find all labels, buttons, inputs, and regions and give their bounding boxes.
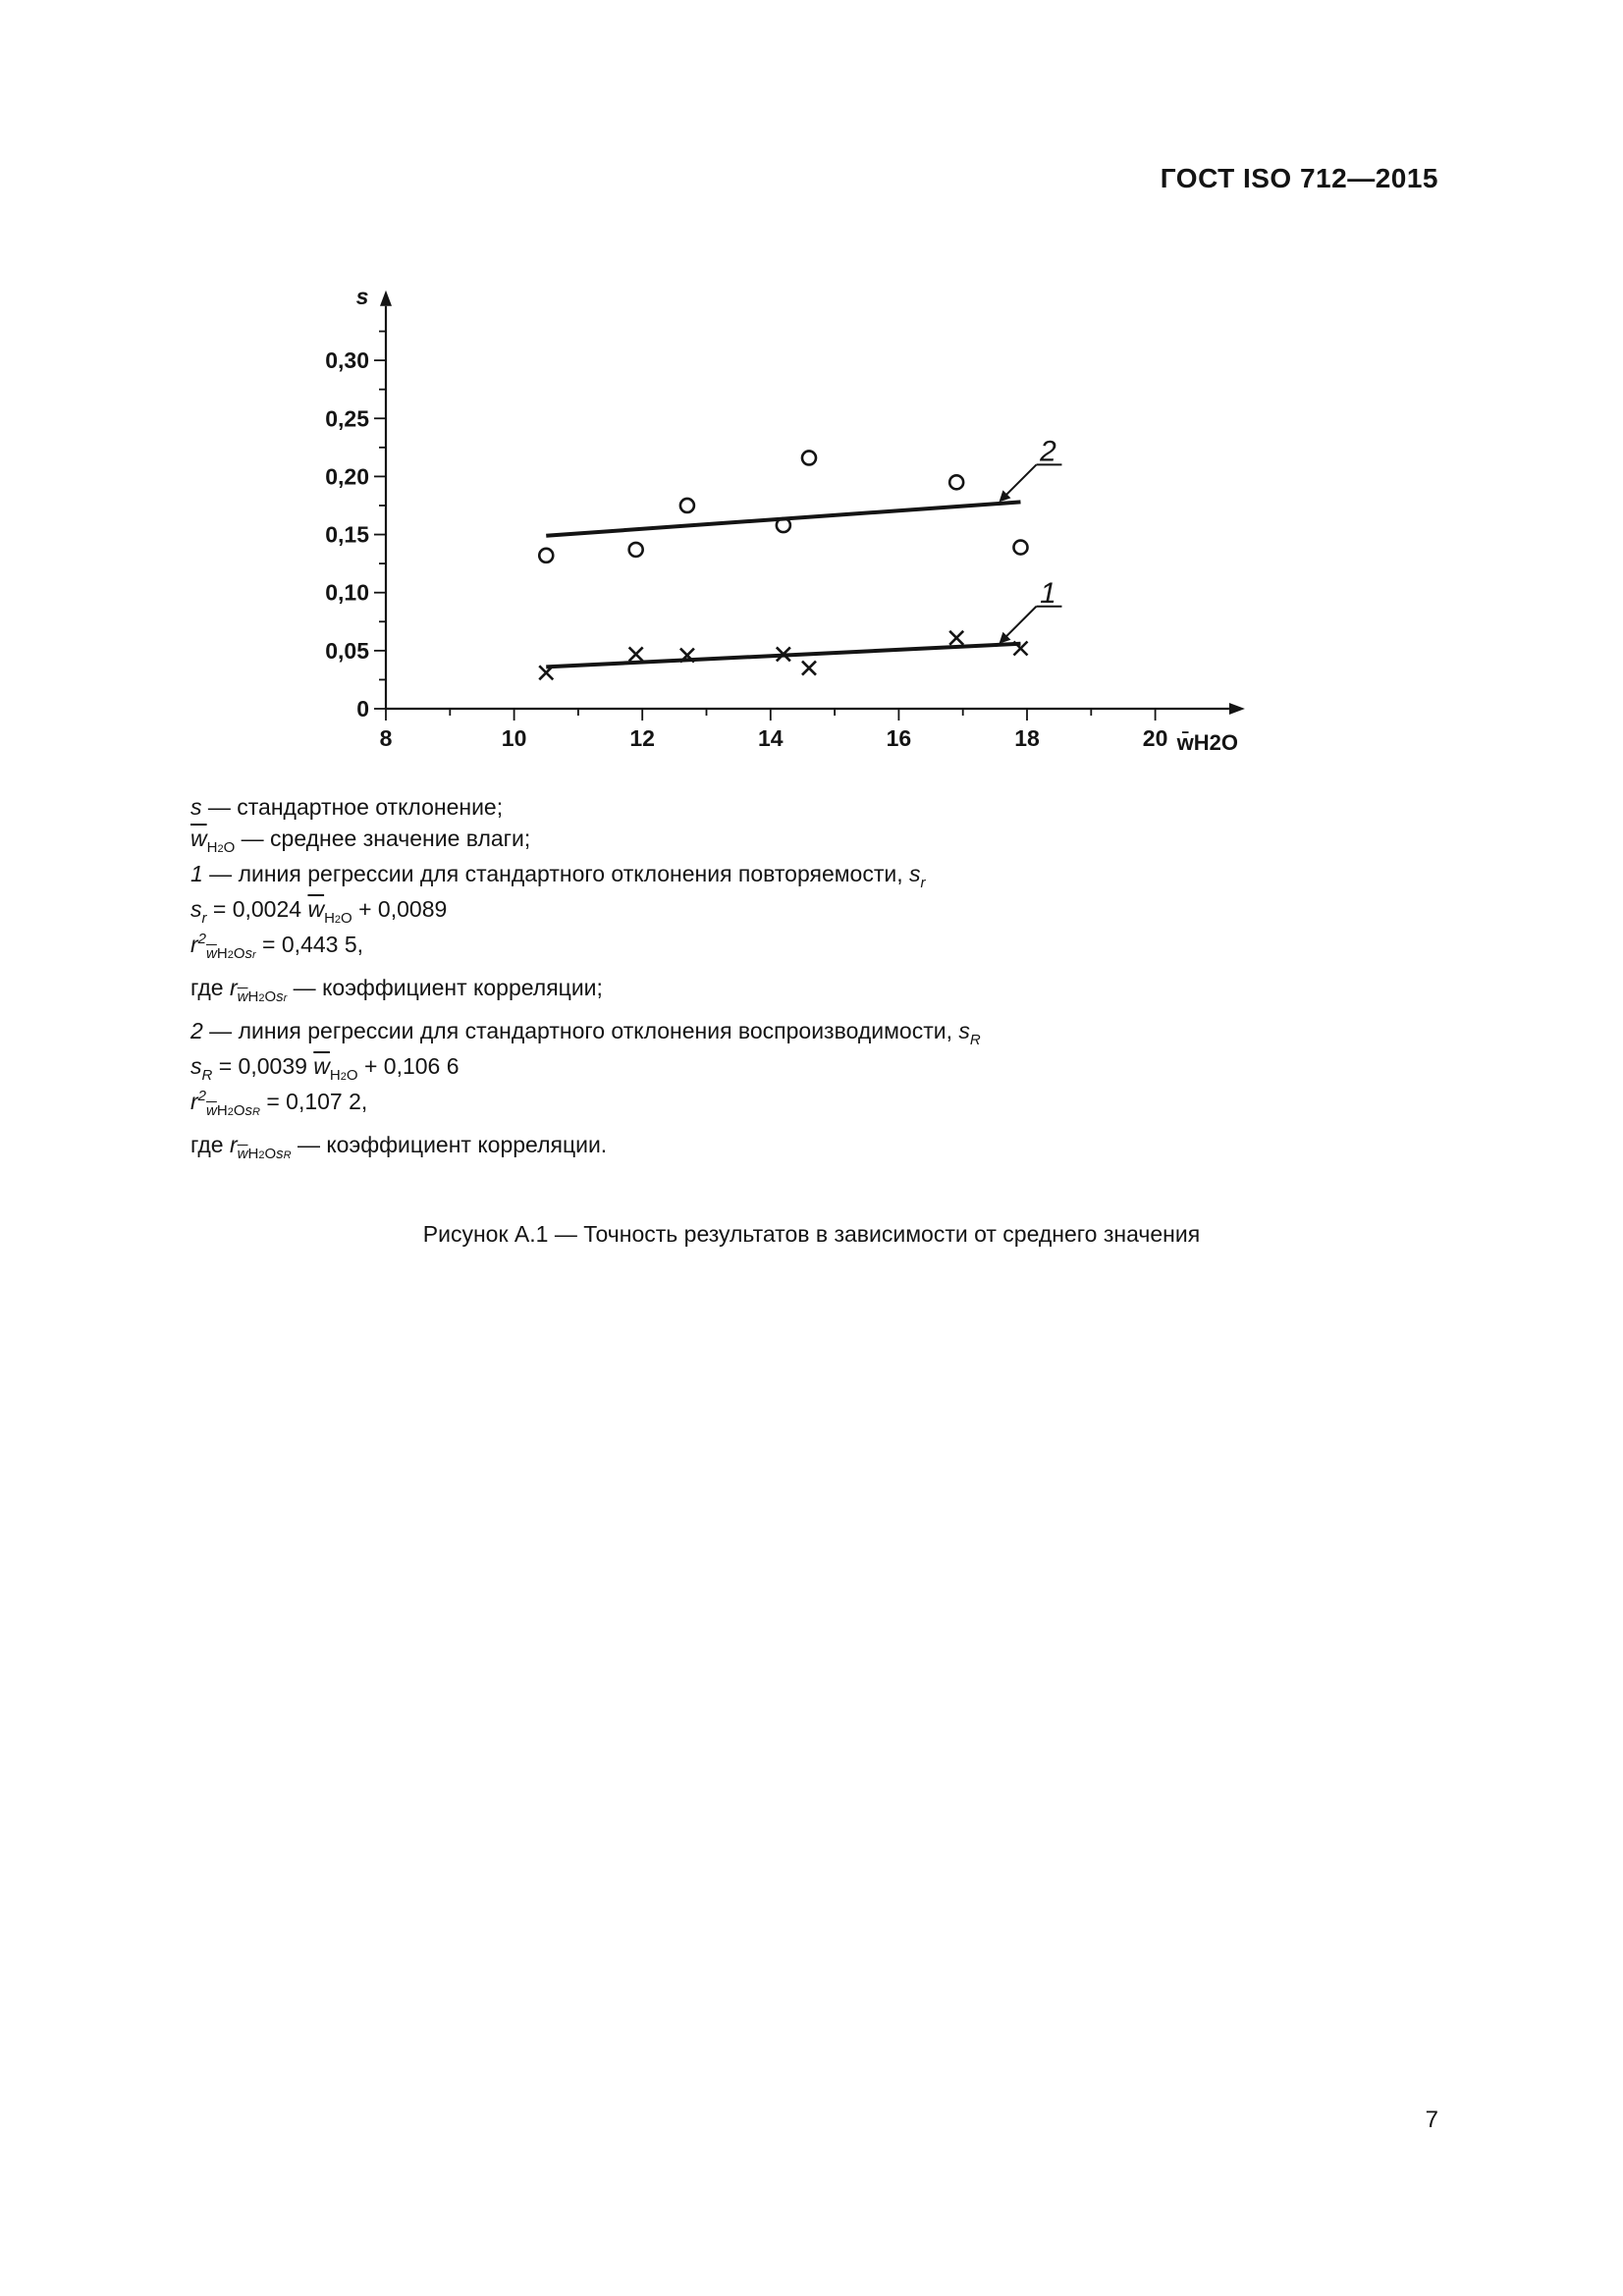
y-tick-label: 0,20 [325,463,369,490]
y-tick-label: 0,30 [325,347,369,374]
legend-line-1 [190,858,1271,893]
x-tick-label: 20 [1142,725,1168,751]
line-1-number: 1 [190,861,203,887]
corr-2-text: — коэффициент корреляции. [291,1132,608,1158]
cross-point [629,647,643,661]
w-description: — среднее значение влаги; [235,826,531,852]
x-tick-label: 10 [501,725,527,751]
circle-point [539,549,553,562]
r1-w-sub-2: 2 [227,949,234,962]
x-tick-label: 18 [1014,725,1040,751]
r2-value: = 0,107 2, [259,1089,368,1115]
r2-s-sub: R [252,1106,260,1119]
where-1: где [190,975,230,1001]
circle-point [680,499,694,512]
eq1-w-sub-o: O [341,910,352,928]
w-sub-o: O [223,839,236,857]
where-2: где [190,1132,230,1158]
line-2-symbol: s [958,1018,970,1044]
figure-legend [190,791,1271,1164]
eq2-w-sub-h: H [329,1067,341,1085]
eq2-w: $\overline{w}$ [313,1053,330,1080]
x-tick-label: 12 [629,725,655,751]
legend-s [190,791,1271,823]
eq2-w-sub-2: 2 [340,1071,347,1084]
r2-s: s [244,1102,252,1120]
circle-point [802,451,816,464]
eq1-mid: = 0,0024 [206,896,308,923]
cross-point [1013,641,1027,655]
c1-s-sub: r [283,992,288,1005]
circle-point [1013,541,1027,555]
leader-line-1 [1002,607,1036,640]
x-axis-label: w̄H2O [1176,730,1238,755]
y-tick-label: 0,25 [325,405,369,432]
c1-w-sub-o: O [264,988,277,1006]
s-symbol: s [190,794,202,820]
y-axis-label: s [355,285,369,309]
r1-value: = 0,443 5, [255,932,364,958]
eq2-tail: + 0,106 6 [357,1053,460,1080]
r2-sup: 2 [197,1088,207,1105]
r1-w: $\overline{w}$ [206,945,217,963]
series-label-1: 1 [1040,576,1056,610]
eq1-w-sub-h: H [324,910,335,928]
r1-s-sub: r [252,949,256,962]
x-tick-label: 8 [379,725,393,751]
x-tick-label: 16 [886,725,912,751]
r2-w-sub-h: H [216,1102,228,1120]
eq2-w-sub-o: O [346,1067,358,1085]
cross-point [949,631,963,645]
r2-w-sub-o: O [233,1102,245,1120]
circle-point [949,475,963,489]
y-tick-label: 0,10 [325,579,369,606]
x-tick-label: 14 [758,725,784,751]
legend-line-2 [190,1015,1271,1050]
r1-w-sub-h: H [216,945,228,963]
c2-w-sub-h: H [247,1146,259,1163]
leader-line-2 [1002,464,1036,498]
x-axis-arrow [1229,703,1245,715]
corr-1: где $r_{\overline{w}H2Osr}$ — коэффициент корреляции; [190,975,603,1006]
y-tick-label: 0 [356,696,369,721]
equation-1 [190,893,1271,929]
s-description: — стандартное отклонение; [201,794,504,820]
line-1-description: — линия регрессии для стандартного отклонения повторяемости, [202,861,909,887]
chart-ticks [325,332,1167,751]
r-squared-1: $r^2_{\overline{w}H2Osr} = 0,443$ 5, [190,931,364,963]
cross-point [539,666,553,679]
w-symbol: $\overline{w}$ [190,826,207,852]
c2-w-sub-o: O [264,1146,277,1163]
line-2-symbol-sub: R [969,1032,981,1049]
regression-lines [546,502,1020,667]
y-tick-label: 0,05 [325,637,369,664]
y-axis-arrow [380,291,392,306]
eq2-lhs: s [190,1053,202,1080]
equation-2 [190,1050,1271,1086]
c1-w: $\overline{w}$ [237,988,248,1006]
eq2-lhs-sub: R [201,1067,213,1085]
cross-point [802,662,816,675]
line-2-number: 2 [190,1018,203,1044]
c1-w-sub-h: H [247,988,259,1006]
figure-caption: Рисунок А.1 — Точность результатов в зависимости от среднего значения [422,1221,1201,1247]
r1-w-sub-o: O [233,945,245,963]
c2-w-sub-2: 2 [258,1149,265,1162]
line-2-description: — линия регрессии для стандартного отклонения воспроизводимости, [202,1018,959,1044]
c1-w-sub-2: 2 [258,992,265,1005]
eq1-lhs-sub: r [201,910,207,928]
corr-1-text: — коэффициент корреляции; [287,975,603,1001]
line-1-symbol-sub: r [920,875,926,892]
eq1-w-sub-2: 2 [334,914,342,927]
c1-s: s [276,988,284,1006]
page-number: 7 [1425,2107,1438,2133]
eq1-lhs: s [190,896,202,923]
circle-point [629,543,643,557]
chart-axes [380,291,1245,715]
legend-w [190,823,1271,858]
r-squared-2: $r^2_{\overline{w}H2OsR} = 0,107$ 2, [190,1088,368,1120]
c2-s: s [276,1146,284,1163]
r2-w: $\overline{w}$ [206,1102,217,1120]
r1-sup: 2 [197,931,207,948]
c2-s-sub: R [283,1149,292,1162]
c2-w: $\overline{w}$ [237,1146,248,1163]
document-code: ГОСТ ISO 712—2015 [1160,163,1438,193]
y-tick-label: 0,15 [325,521,369,548]
series-label-2: 2 [1040,435,1056,468]
corr-2: где $r_{\overline{w}H2OsR}$ — коэффициент корреляции. [190,1132,608,1163]
eq2-mid: = 0,0039 [212,1053,314,1080]
r1-s: s [244,945,252,963]
w-sub-h: H [206,839,218,857]
eq1-w: $\overline{w}$ [307,896,325,923]
scatter-chart [295,285,1257,775]
eq1-tail: + 0,0089 [352,896,448,923]
w-sub-2: 2 [217,843,224,856]
r2-w-sub-2: 2 [227,1106,234,1119]
line-1-symbol: s [909,861,921,887]
